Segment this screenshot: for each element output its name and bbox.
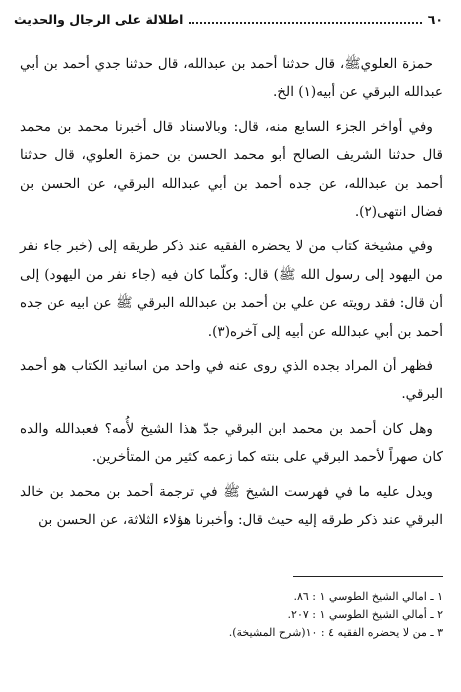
header-dotted-leader bbox=[189, 22, 421, 24]
page-number: ٦٠ bbox=[427, 11, 443, 27]
footnote: ١ ـ امالي الشيخ الطوسي ١ : ٨٦. bbox=[293, 590, 443, 603]
page-header bbox=[14, 8, 443, 30]
paragraph: وفي أواخر الجزء السابع منه، قال: وبالاسناد قال أخبرنا محمد بن محمد قال حدثنا الشريف الصالح أبو محمد الحسن بن حمزة العلوي، قال حدثنا أحمد بن عبدالله، عن جده أحمد بن أبي عبدالله البرقي، عن الحسن بن فضال انتهى(٢). bbox=[20, 118, 443, 221]
running-title: اطلالة على الرجال والحديث bbox=[14, 11, 184, 27]
footnote-separator bbox=[293, 576, 443, 577]
footnote: ٣ ـ من لا يحضره الفقيه ٤ : ١٠(شرح المشيخة). bbox=[228, 626, 443, 639]
footnote: ٢ ـ أمالي الشيخ الطوسي ١ : ٢٠٧. bbox=[287, 608, 443, 621]
footnotes bbox=[20, 588, 443, 642]
paragraph: وهل كان أحمد بن محمد ابن البرقي جدّ هذا الشيخ لأُمه؟ فعبدالله والده كان صهراً لأحمد البرقي على بنته كما زعمه كثير من المتأخرين. bbox=[20, 420, 443, 466]
page-body bbox=[20, 50, 443, 541]
paragraph: فظهر أن المراد بجده الذي روى عنه في واحد من اسانيد الكتاب هو أحمد البرقي. bbox=[20, 358, 443, 403]
paragraph: وفي مشيخة كتاب من لا يحضره الفقيه عند ذكر طريقه إلى (خبر جاء نفر من اليهود إلى رسول الله ﷺ) قال: وكلّما كان فيه (جاء نفر من اليهود) إلى أن قال: فقد رويته عن علي بن أحمد بن عبدالله البرقي ﷺ عن ابيه عن جده أحمد بن أبي عبدالله عن أبيه إلى آخره(٣). bbox=[20, 238, 443, 340]
paragraph: حمزة العلويﷺ، قال حدثنا أحمد بن عبدالله، قال حدثنا جدي أحمد بن أبي عبدالله البرقي عن أبيه(١) الخ. bbox=[20, 56, 443, 101]
paragraph: ويدل عليه ما في فهرست الشيخ ﷺ في ترجمة أحمد بن محمد بن خالد البرقي عند ذكر طرقه إليه حيث قال: وأخبرنا هؤلاء الثلاثة، عن الحسن بن bbox=[20, 483, 443, 529]
